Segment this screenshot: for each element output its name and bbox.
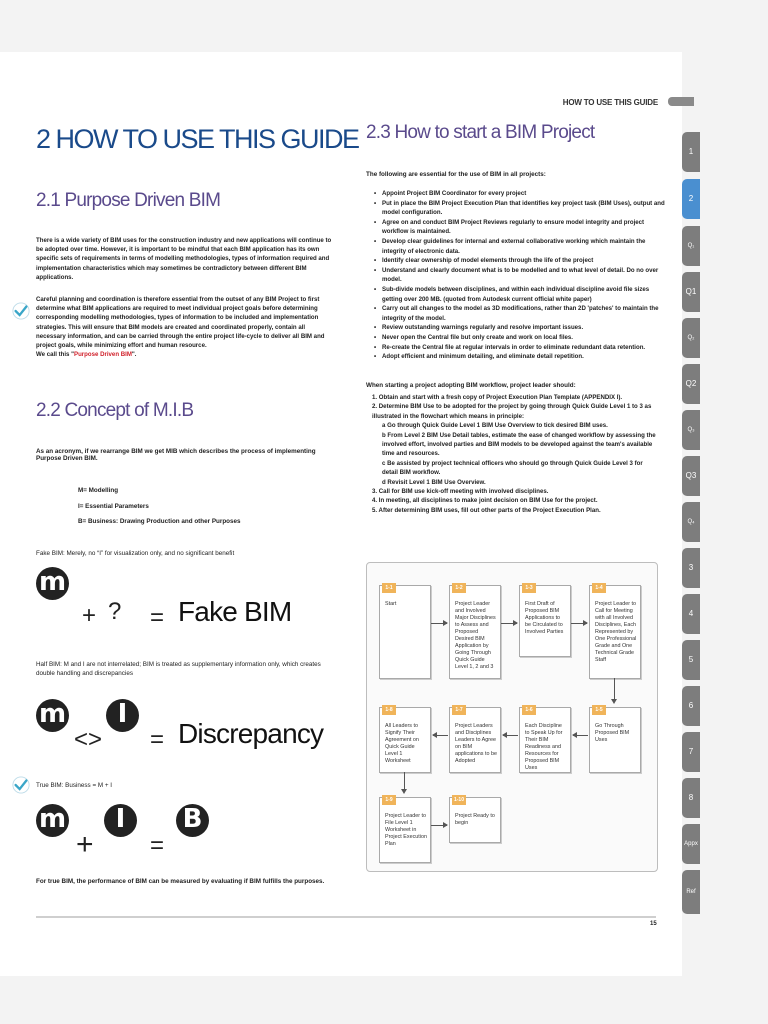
step-item: 2. Determine BIM Use to be adopted for the project by going through Quick Guide Level 1 to 3 as illustrated in the flowchart which means in principle: xyxy=(372,403,652,420)
definition-i: I= Essential Parameters xyxy=(78,502,149,510)
definition-b: B= Business: Drawing Production and other Purposes xyxy=(78,518,241,525)
paragraph-mib: As an acronym, if we rearrange BIM we get MIB which describes the process of implementing Purpose Driven BIM. xyxy=(36,448,316,462)
list-item: • Put in place the BIM Project Execution Plan that identifies key project task (BIM Uses), output and model configuration. xyxy=(374,199,666,218)
flow-arrow xyxy=(571,623,587,624)
flow-box-tag: 1-4 xyxy=(592,583,606,593)
tab-q3-guide[interactable]: Q₃ xyxy=(682,410,700,450)
discrepancy-result: Discrepancy xyxy=(178,718,324,749)
flow-arrow xyxy=(503,735,518,736)
tab-q1[interactable]: Q1 xyxy=(682,272,700,312)
question-mark: ? xyxy=(108,598,122,625)
tab-appendix[interactable]: Appx xyxy=(682,824,700,864)
list-item: • Review outstanding warnings regularly and resolve important issues. xyxy=(374,323,666,333)
footer-rule xyxy=(36,916,656,918)
flow-box-text: Project Ready to begin xyxy=(455,813,495,826)
tab-q2[interactable]: Q2 xyxy=(682,364,700,404)
flow-box-text: Project Leaders and Disciplines Leaders to Agree on BIM applications to be Adopted xyxy=(455,723,497,764)
flow-arrow xyxy=(431,825,447,826)
flow-box-text: Go Through Proposed BIM Uses xyxy=(595,723,630,743)
tab-2[interactable]: 2 xyxy=(682,179,700,219)
flow-box-file-worksheet xyxy=(379,797,431,863)
section-heading-2-2: 2.2 Concept of M.I.B xyxy=(36,400,194,421)
equals-sign: = xyxy=(150,832,165,859)
flow-box-go-through xyxy=(589,707,641,773)
list-item: • Identify clear ownership of model elements through the life of the project xyxy=(374,256,666,266)
flow-box-tag: 1-8 xyxy=(382,705,396,715)
list-item: • Appoint Project BIM Coordinator for every project xyxy=(374,189,666,199)
step-subitem: a Go through Quick Guide Level 1 BIM Use Overview to tick desired BIM uses. xyxy=(382,422,608,430)
flow-box-start xyxy=(379,585,431,679)
flow-box-tag: 1-5 xyxy=(592,705,606,715)
tab-5[interactable]: 5 xyxy=(682,640,700,680)
b-logo-icon: B xyxy=(176,804,209,837)
m-logo-icon: m xyxy=(36,804,69,837)
check-icon xyxy=(12,302,30,320)
step-item: 3. Call for BIM use kick-off meeting with involved disciplines. xyxy=(372,488,549,496)
flow-box-tag: 1-2 xyxy=(452,583,466,593)
running-header: HOW TO USE THIS GUIDE xyxy=(562,98,658,107)
flow-box-agree xyxy=(449,707,501,773)
definition-m: M= Modelling xyxy=(78,487,119,494)
list-item: • Carry out all changes to the model as 3D modifications, rather than 2D 'patches' to maintain the integrity of the model. xyxy=(374,304,666,323)
flow-box-speak-up xyxy=(519,707,571,773)
flow-arrowhead xyxy=(611,699,617,704)
half-bim-label: Half BIM: M and I are not interrelated; BIM is treated as supplementary information only, which creates double handling and discrepancies xyxy=(36,661,321,677)
page-number: 15 xyxy=(650,921,657,927)
tab-7[interactable]: 7 xyxy=(682,732,700,772)
step-subitem: d Revisit Level 1 BIM Use Overview. xyxy=(382,478,486,486)
tab-q4-guide[interactable]: Q₄ xyxy=(682,502,700,542)
list-item: • Understand and clearly document what is to be modelled and to what level of detail. Do no over model. xyxy=(374,266,666,285)
i-logo-icon: I xyxy=(106,699,139,732)
fake-bim-label: Fake BIM: Merely, no “I” for visualization only, and no significant benefit xyxy=(36,550,235,557)
tab-q2-guide[interactable]: Q₂ xyxy=(682,318,700,358)
flow-box-text: Start xyxy=(385,601,397,607)
step-subitem: b From Level 2 BIM Use Detail tables, estimate the ease of changed workflow by assessing the involved effort, involved parties and BIM models to be developed against the team's available time and resources. xyxy=(382,431,656,458)
flow-box-tag: 1-1 xyxy=(382,583,396,593)
flow-box-text: Project Leader and Involved Major Disciplines to Assess and Proposed Desired BIM Application by Going Through Quick Guide Level 1, 2 and 3 xyxy=(455,601,496,670)
steps-list xyxy=(372,393,658,515)
tab-4[interactable]: 4 xyxy=(682,594,700,634)
bim-flowchart xyxy=(366,562,658,872)
tab-1[interactable]: 1 xyxy=(682,132,700,172)
mib-definitions xyxy=(78,483,241,530)
flow-box-tag: 1-6 xyxy=(522,705,536,715)
chapter-title: 2 HOW TO USE THIS GUIDE xyxy=(36,124,359,154)
flow-box-assess xyxy=(449,585,501,679)
flow-arrow xyxy=(573,735,588,736)
flow-box-tag: 1-7 xyxy=(452,705,466,715)
paragraph-planning-text: Careful planning and coordination is therefore essential from the outset of any BIM Project to first determine what BIM applications are required to meet individual project goals before determining corresponding modelling methodologies, types of information to be included and implementation strategies. This will ensure that BIM models are created and coordinated properly, contain all necessary information, and can be carried through the entire project life-cycle to deliver all BIM and project goals, while minimizing effort and human resource. xyxy=(36,296,325,350)
tab-3[interactable]: 3 xyxy=(682,548,700,588)
essentials-list xyxy=(366,189,666,362)
flow-box-signify xyxy=(379,707,431,773)
section-heading-2-1: 2.1 Purpose Driven BIM xyxy=(36,190,221,211)
flow-arrow xyxy=(501,623,517,624)
m-logo-icon: m xyxy=(36,699,69,732)
essentials-intro: The following are essential for the use of BIM in all projects: xyxy=(366,171,546,178)
flow-arrow xyxy=(431,623,447,624)
paragraph-bim-uses: There is a wide variety of BIM uses for the construction industry and new applications will continue to be adopted over time. However, it is important to be mindful that each BIM application has its own specific sets of requirements in terms of modelling methodologies, types of information required and implementation characteristics which may sometimes be contradictory between different BIM applications. xyxy=(36,237,332,281)
tab-q3[interactable]: Q3 xyxy=(682,456,700,496)
step-item: 4. In meeting, all disciplines to make joint decision on BIM Use for the project. xyxy=(372,497,598,505)
check-icon xyxy=(12,776,30,794)
flow-box-call-meeting xyxy=(589,585,641,679)
i-logo-icon: I xyxy=(104,804,137,837)
start-project-intro: When starting a project adopting BIM workflow, project leader should: xyxy=(366,382,576,389)
tab-q1-guide[interactable]: Q₁ xyxy=(682,226,700,266)
step-subitem: c Be assisted by project technical officers who should go through Quick Guide Level 3 for detail BIM workflow. xyxy=(382,459,643,477)
flow-box-text: First Draft of Proposed BIM Applications to be Circulated to Involved Parties xyxy=(525,601,564,635)
not-equal-sign: <> xyxy=(74,726,103,753)
tab-6[interactable]: 6 xyxy=(682,686,700,726)
list-item: • Re-create the Central file at regular intervals in order to eliminate redundant data retention. xyxy=(374,343,666,353)
flow-box-text: Each Discipline to Speak Up for Their BIM Readiness and Resources for Proposed BIM Uses xyxy=(525,723,563,771)
flow-box-tag: 1-3 xyxy=(522,583,536,593)
step-item: 5. After determining BIM uses, fill out other parts of the Project Execution Plan. xyxy=(372,506,601,514)
purpose-prefix: We call this " xyxy=(36,351,74,359)
tab-8[interactable]: 8 xyxy=(682,778,700,818)
plus-sign: + xyxy=(82,602,97,629)
flow-box-tag: 1-10 xyxy=(453,797,464,803)
paragraph-planning xyxy=(36,295,334,359)
purpose-driven-link[interactable]: Purpose Driven BIM xyxy=(74,351,132,359)
flow-arrowhead xyxy=(401,789,407,794)
list-item: • Never open the Central file but only create and work on local files. xyxy=(374,333,666,343)
m-logo-icon: m xyxy=(36,567,69,600)
equals-sign: = xyxy=(150,726,165,753)
flow-arrow xyxy=(433,735,448,736)
purpose-suffix: ". xyxy=(131,351,137,359)
flow-box-text: Project Leader to Call for Meeting with all Involved Disciplines, Each Represented by One Professional Grade and One Technical Grade Staff xyxy=(595,601,637,663)
running-header-bar xyxy=(668,97,694,106)
list-item: • Develop clear guidelines for internal and external collaborative working which maintain the integrity of electronic data. xyxy=(374,237,666,256)
list-item: • Agree on and conduct BIM Project Reviews regularly to ensure model integrity and project workflow is maintained. xyxy=(374,218,666,237)
list-item: • Adopt efficient and minimum detailing, and eliminate detail repetition. xyxy=(374,352,666,362)
flow-box-text: Project Leader to File Level 1 Worksheet in Project Execution Plan xyxy=(385,813,427,847)
section-heading-2-3: 2.3 How to start a BIM Project xyxy=(366,122,595,143)
step-item: 1. Obtain and start with a fresh copy of Project Execution Plan Template (APPENDIX I). xyxy=(372,394,623,401)
equals-sign: = xyxy=(150,604,165,631)
flow-box-tag: 1-9 xyxy=(382,795,396,805)
list-item: • Sub-divide models between disciplines, and within each individual discipline avoid file sizes getting over 200 MB. (quoted from Autodesk current official white paper) xyxy=(374,285,666,304)
flow-box-first-draft xyxy=(519,585,571,657)
flow-box-ready xyxy=(449,797,501,843)
fake-bim-result: Fake BIM xyxy=(178,596,292,627)
flow-box-text: All Leaders to Signify Their Agreement on Quick Guide Level 1 Worksheet xyxy=(385,723,419,764)
true-bim-label: True BIM: Business = M + I xyxy=(36,782,113,789)
tab-reference[interactable]: Ref xyxy=(682,870,700,914)
plus-sign: + xyxy=(76,828,94,861)
true-bim-footer: For true BIM, the performance of BIM can be measured by evaluating if BIM fulfills the purposes. xyxy=(36,878,325,885)
